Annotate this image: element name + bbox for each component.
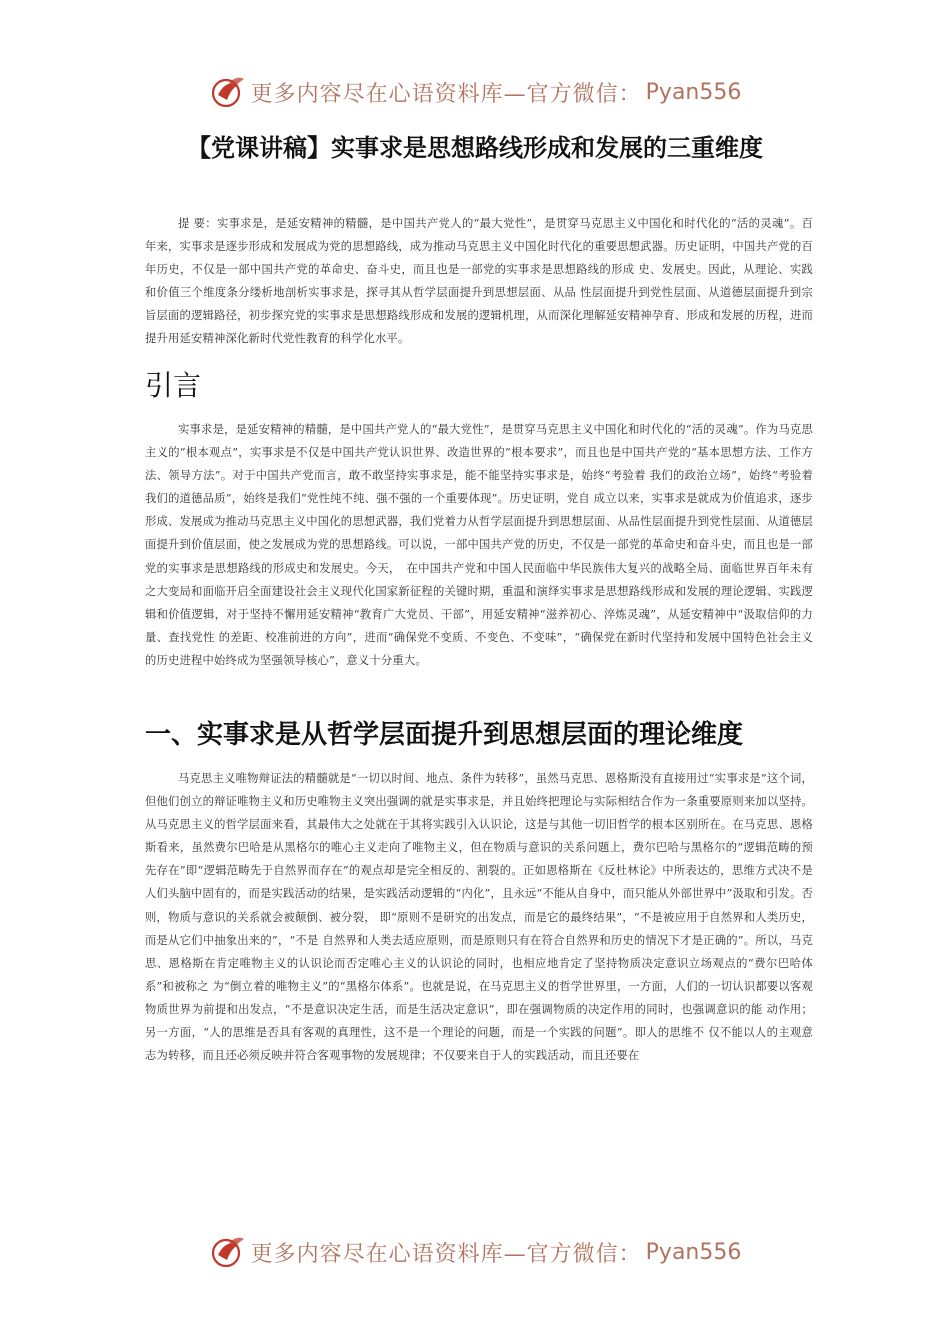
abstract-block <box>145 212 813 351</box>
section-one-heading: 一、实事求是从哲学层面提升到思想层面的理论维度 <box>145 720 744 750</box>
intro-heading: 引言 <box>145 369 202 402</box>
header-banner <box>0 72 950 112</box>
section-one-paragraph: 马克思主义唯物辩证法的精髓就是“一切以时间、地点、条件为转移”，虽然马克思、恩格斯没有直接用过“实事求是”这个词，但他们创立的辩证唯物主义和历史唯物主义突出强调的就是实事求是，并且始终把理论与实际相结合作为一条重要原则来加以坚持。从马克思主义的哲学层面来看，其最伟大之处就在于其将实践引入认识论，这是与其他一切旧哲学的根本区别所在。在马克思、恩格斯看来，虽然费尔巴哈是从黑格尔的唯心主义走向了唯物主义，但在物质与意识的关系问题上，费尔巴哈与黑格尔的“逻辑范畴的预先存在”即“逻辑范畴先于自然界而存在”的观点却是完全相反的、割裂的。正如恩格斯在《反杜林论》中所表达的，思维方式决不是人们头脑中固有的，而是实践活动的结果，是实践活动逻辑的“内化”，且永远“不能从自身中，而只能从外部世界中”汲取和引发。否则，物质与意识的关系就会被颠倒、被分裂， 即“原则不是研究的出发点，而是它的最终结果”，“不是被应用于自然界和人类历史，而是从它们中抽象出来的”，“不是 自然界和人类去适应原则，而是原则只有在符合自然界和历史的情况下才是正确的”。所以，马克思、恩格斯在肯定唯物主义的认识论而否定唯心主义的认识论的同时，也相应地肯定了坚持物质决定意识立场观点的“费尔巴哈体系”和被称之 为“倒立着的唯物主义”的“黑格尔体系”。也就是说，在马克思主义的哲学世界里，一方面，人们的一切认识都要以客观物质世界为前提和出发点，“不是意识决定生活，而是生活决定意识”，即在强调物质的决定作用的同时，也强调意识的能 动作用；另一方面，“人的思维是否具有客观的真理性，这不是一个理论的问题，而是一个实践的问题”。即人的思维不 仅不能以人的主观意志为转移，而且还必须反映并符合客观事物的发展规律；不仅要来自于人的实践活动，而且还要在 <box>145 772 813 1063</box>
brand-logo-icon <box>209 1233 247 1271</box>
footer-banner-wechat-id: Pyan556 <box>645 1239 742 1265</box>
section-one-heading-block <box>145 714 845 751</box>
section-one-block <box>145 767 813 1067</box>
intro-heading-block <box>145 364 813 404</box>
intro-block <box>145 418 813 672</box>
header-banner-wechat-id: Pyan556 <box>645 79 742 105</box>
brand-logo-icon <box>209 73 247 111</box>
intro-paragraph: 实事求是，是延安精神的精髓，是中国共产党人的“最大党性”，是贯穿马克思主义中国化和时代化的“活的灵魂”。作为马克思主义的“根本观点”，实事求是不仅是中国共产党认识世界、改造世界的“根本要求”，而且也是中国共产党的“基本思想方法、工作方法、领导方法”。对于中国共产党而言，敢不敢坚持实事求是，能不能坚持实事求是，始终“考验着 我们的政治立场”，始终“考验着我们的道德品质”，始终是我们“党性纯不纯、强不强的一个重要体现”。历史证明，党自 成立以来，实事求是就成为价值追求，逐步形成、发展成为推动马克思主义中国化的思想武器，我们党着力从哲学层面提升到思想层面、从品性层面提升到党性层面、从道德层面提升到价值层面，使之发展成为党的思想路线。可以说，一部中国共产党的历史，不仅是一部党的革命史和奋斗史，而且也是一部党的实事求是思想路线的形成史和发展史。今天， 在中国共产党和中国人民面临中华民族伟大复兴的战略全局、面临世界百年未有之大变局和面临开启全面建设社会主义现代化国家新征程的关键时期，重温和演绎实事求是思想路线形成和发展的理论逻辑、实践逻辑和价值逻辑，对于坚持不懈用延安精神“教育广大党员、干部”，用延安精神“滋养初心、淬炼灵魂”，从延安精神中“汲取信仰的力量、查找党性 的差距、校准前进的方向”，进而“确保党不变质、不变色、不变味”，“确保党在新时代坚持和发展中国特色社会主义的历史进程中始终成为坚强领导核心”，意义十分重大。 <box>145 423 813 667</box>
footer-banner <box>0 1232 950 1272</box>
document-title: 【党课讲稿】实事求是思想路线形成和发展的三重维度 <box>187 134 763 162</box>
footer-banner-text: 更多内容尽在心语资料库—官方微信： <box>250 1241 642 1267</box>
abstract-paragraph: 提 要：实事求是，是延安精神的精髓，是中国共产党人的“最大党性”，是贯穿马克思主义中国化和时代化的“活的灵魂”。百年来，实事求是逐步形成和发展成为党的思想路线，成为推动马克思主义中国化时代化的重要思想武器。历史证明，中国共产党的百年历史，不仅是一部中国共产党的革命史、奋斗史，而且也是一部党的实事求是思想路线的形成 史、发展史。因此，从理论、实践和价值三个维度条分缕析地剖析实事求是，探寻其从哲学层面提升到思想层面、从品 性层面提升到党性层面、从道德层面提升到宗旨层面的逻辑路径，初步探究党的实事求是思想路线形成和发展的逻辑机理，从而深化理解延安精神孕育、形成和发展的历程，进而提升用延安精神深化新时代党性教育的科学化水平。 <box>145 217 813 346</box>
header-banner-text: 更多内容尽在心语资料库—官方微信： <box>250 81 642 107</box>
